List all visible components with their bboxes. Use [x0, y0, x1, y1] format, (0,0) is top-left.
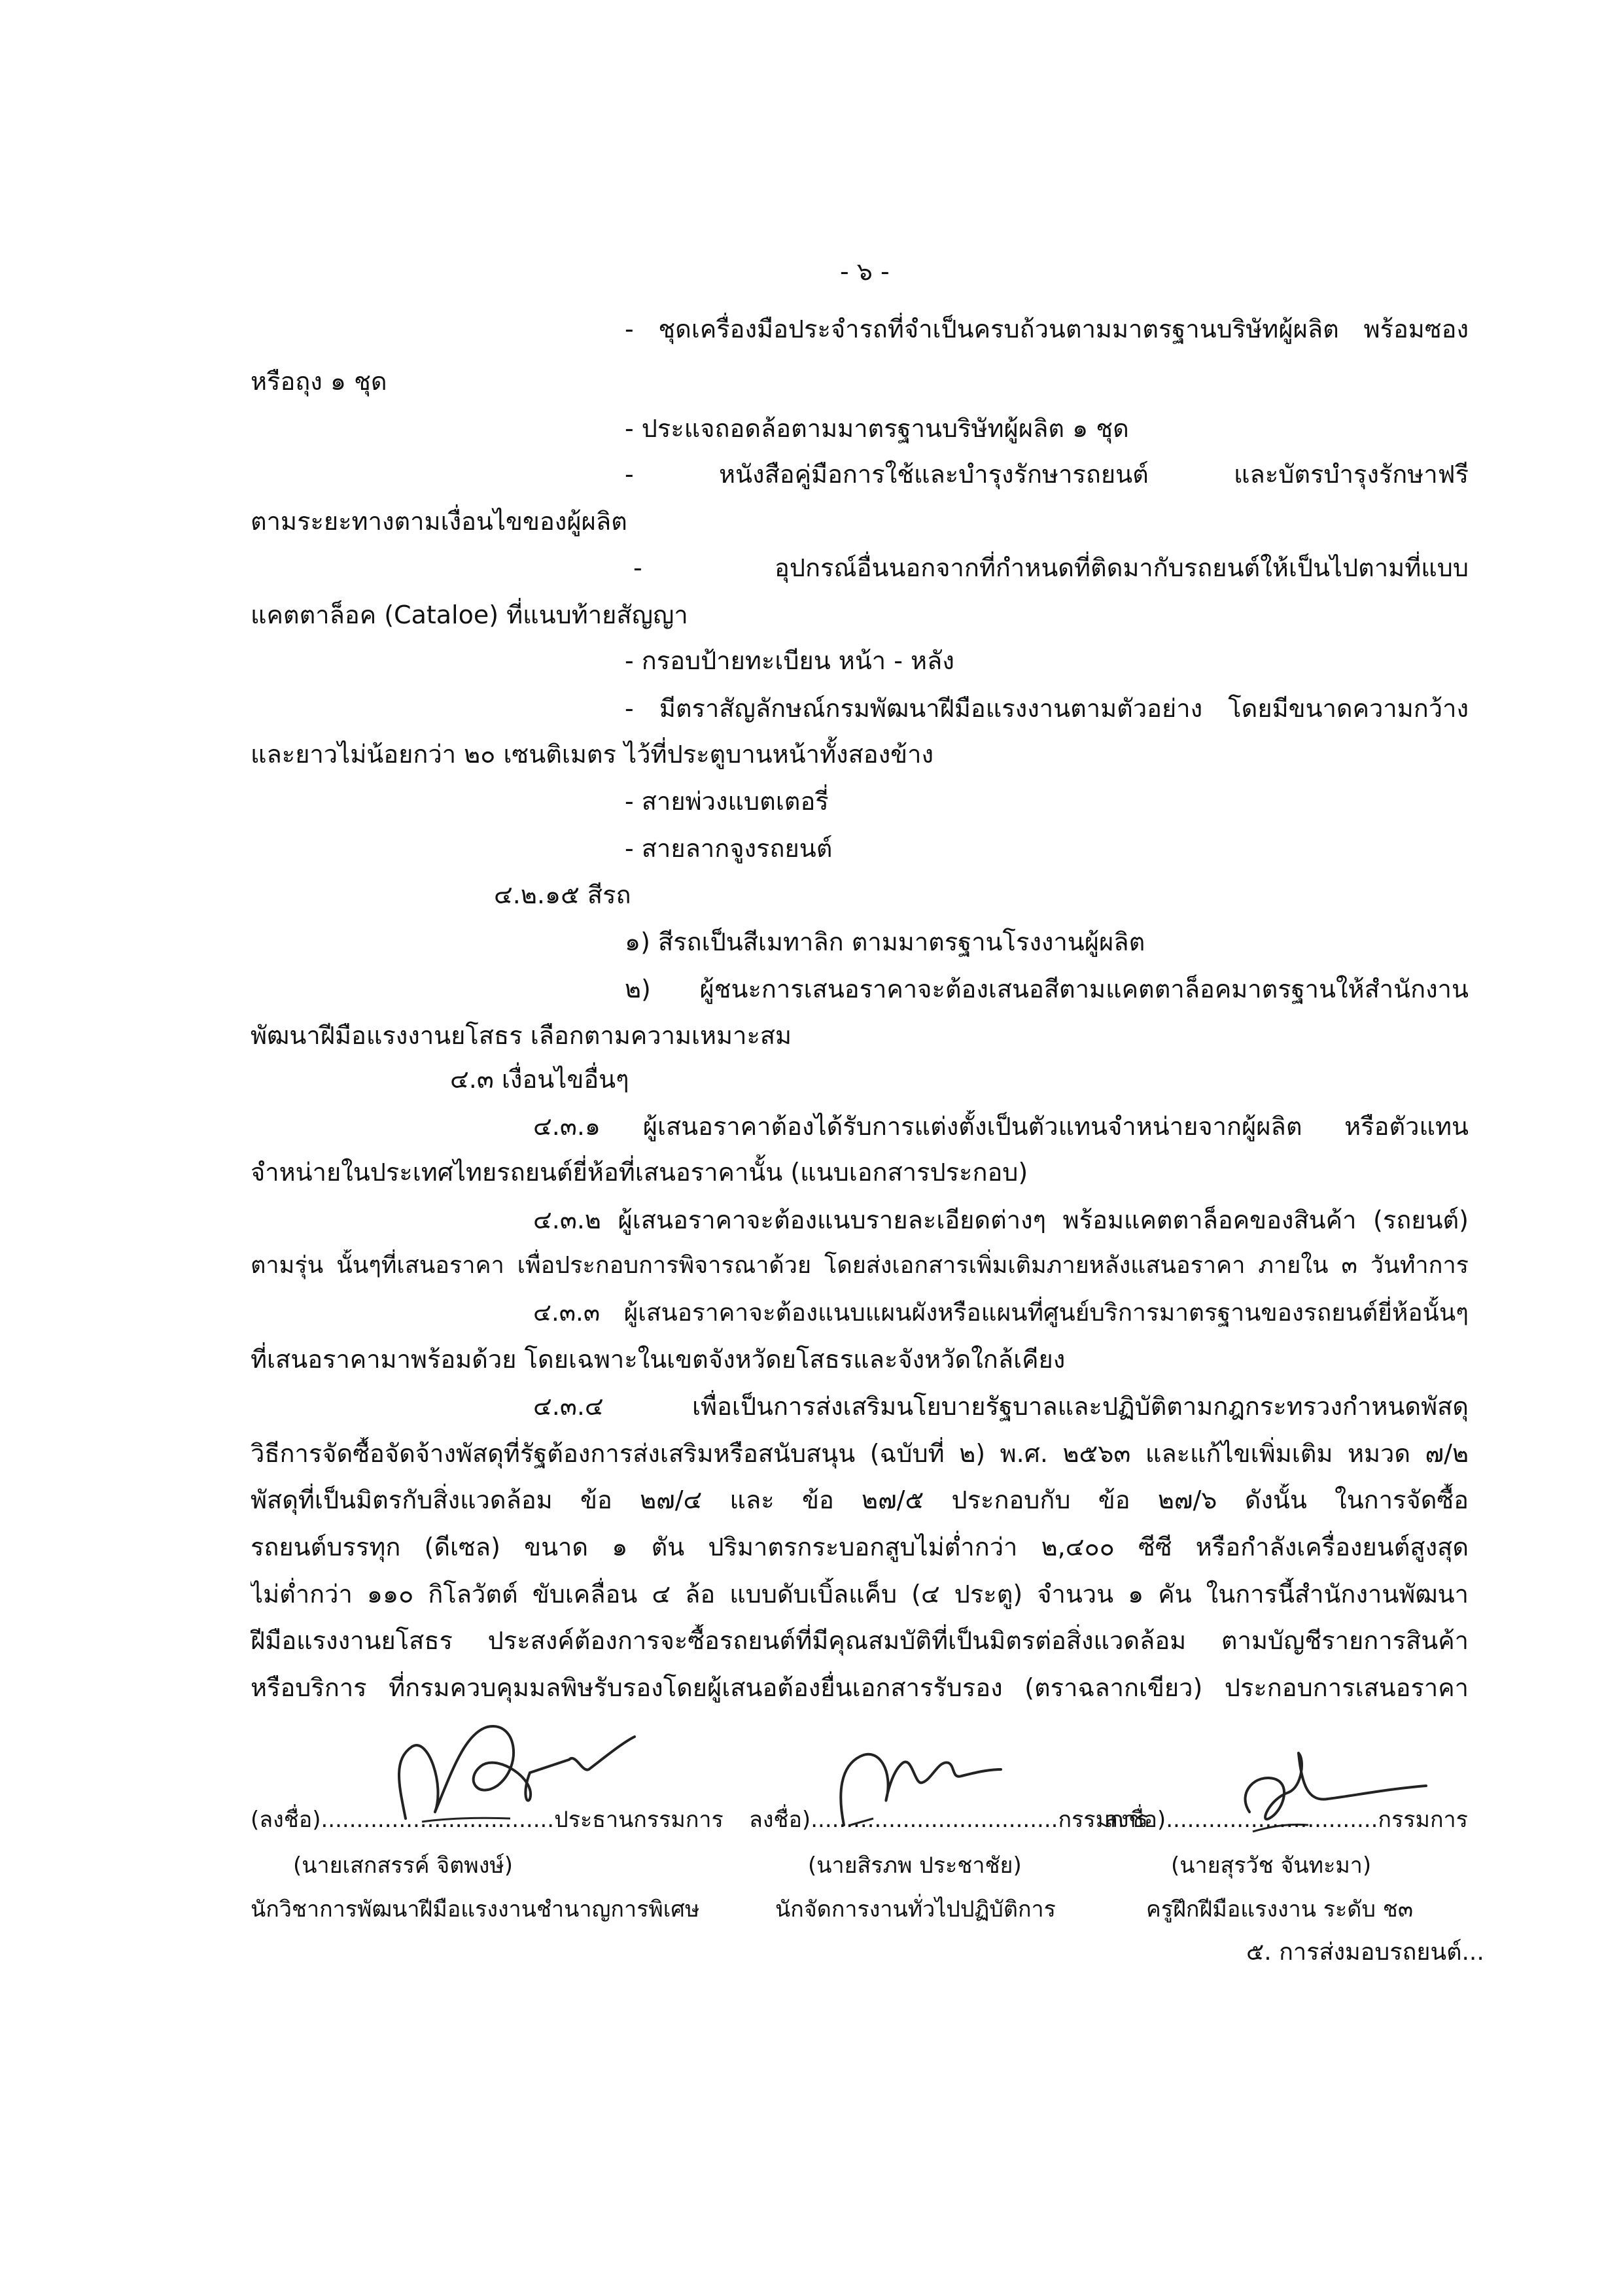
text-line: ๔.๓.๒ ผู้เสนอราคาจะต้องแนบรายละเอียดต่างๆ พร้อมแคตตาล็อคของสินค้า (รถยนต์): [533, 1206, 1469, 1234]
text-line: พัฒนาฝีมือแรงงานยโสธร เลือกตามความเหมาะสม: [251, 1021, 792, 1050]
section-heading: ๔.๓ เงื่อนไขอื่นๆ: [450, 1065, 629, 1094]
text-line: วิธีการจัดซื้อจัดจ้างพัสดุที่รัฐต้องการส่งเสริมหรือสนับสนุน (ฉบับที่ ๒) พ.ศ. ๒๕๖๓ และแก้ไขเพิ่มเติม หมวด ๗/๒: [251, 1439, 1469, 1468]
text-line: - หนังสือคู่มือการใช้และบำรุงรักษารถยนต์ และบัตรบำรุงรักษาฟรี: [625, 460, 1469, 489]
signature-position-committee-1: นักจัดการงานทั่วไปปฏิบัติการ: [775, 1896, 1056, 1922]
text-line: ตามรุ่น นั้นๆที่เสนอราคา เพื่อประกอบการพิจารณาด้วย โดยส่งเอกสารเพิ่มเติมภายหลังแสนอราคา ภายใน ๓ วันทำการ: [251, 1252, 1469, 1279]
text-line: รถยนต์บรรทุก (ดีเซล) ขนาด ๑ ตัน ปริมาตรกระบอกสูบไม่ต่ำกว่า ๒,๔๐๐ ซีซี หรือกำลังเครื่องยนต์สูงสุด: [251, 1533, 1469, 1561]
text-line: ฝีมือแรงงานยโสธร ประสงค์ต้องการจะซื้อรถยนต์ที่มีคุณสมบัติที่เป็นมิตรต่อสิ่งแวดล้อม ตามบัญชีรายการสินค้า: [251, 1626, 1469, 1655]
text-line: - กรอบป้ายทะเบียน หน้า - หลัง: [625, 646, 954, 675]
signature-position-committee-2: ครูฝึกฝีมือแรงงาน ระดับ ช๓: [1146, 1896, 1414, 1922]
text-line: - ประแจถอดล้อตามมาตรฐานบริษัทผู้ผลิต ๑ ชุด: [625, 414, 1129, 443]
text-line: ๔.๓.๓ ผู้เสนอราคาจะต้องแนบแผนผังหรือแผนที่ศูนย์บริการมาตรฐานของรถยนต์ยี่ห้อนั้นๆ: [533, 1298, 1469, 1327]
signature-name-committee-2: (นายสุรวัช จันทะมา): [1171, 1852, 1372, 1879]
text-line: - อุปกรณ์อื่นนอกจากที่กำหนดที่ติดมากับรถยนต์ให้เป็นไปตามที่แบบ: [633, 553, 1469, 582]
signature-line-chairman: (ลงชื่อ).................................ประธานกรรมการ: [251, 1807, 724, 1833]
text-line: พัสดุที่เป็นมิตรกับสิ่งแวดล้อม ข้อ ๒๗/๔ และ ข้อ ๒๗/๕ ประกอบกับ ข้อ ๒๗/๖ ดังนั้น ในการจัดซื้อ: [251, 1486, 1469, 1514]
text-line: ที่เสนอราคามาพร้อมด้วย โดยเฉพาะในเขตจังหวัดยโสธรและจังหวัดใกล้เคียง: [251, 1345, 1066, 1374]
text-line: - มีตราสัญลักษณ์กรมพัฒนาฝีมือแรงงานตามตัวอย่าง โดยมีขนาดความกว้าง: [625, 694, 1469, 723]
text-line: หรือบริการ ที่กรมควบคุมมลพิษรับรองโดยผู้เสนอต้องยื่นเอกสารรับรอง (ตราฉลากเขียว) ประกอบการเสนอราคา: [251, 1673, 1469, 1702]
text-line: ๔.๓.๑ ผู้เสนอราคาต้องได้รับการแต่งตั้งเป็นตัวแทนจำหน่ายจากผู้ผลิต หรือตัวแทน: [533, 1112, 1469, 1141]
signature-name-chairman: (นายเสกสรรค์ จิตพงษ์): [293, 1852, 513, 1879]
continuation-note: ๕. การส่งมอบรถยนต์...: [1246, 1939, 1484, 1966]
text-line: - สายลากจูงรถยนต์: [625, 834, 833, 863]
text-line: จำหน่ายในประเทศไทยรถยนต์ยี่ห้อที่เสนอราคานั้น (แนบเอกสารประกอบ): [251, 1158, 1028, 1187]
text-line: และยาวไม่น้อยกว่า ๒๐ เซนติเมตร ไว้ที่ประตูบานหน้าทั้งสองข้าง: [251, 740, 934, 769]
text-line: ตามระยะทางตามเงื่อนไขของผู้ผลิต: [251, 507, 627, 536]
page-number: - ๖ -: [840, 257, 890, 286]
text-line: ๒) ผู้ชนะการเสนอราคาจะต้องเสนอสีตามแคตตาล็อคมาตรฐานให้สำนักงาน: [625, 975, 1469, 1003]
text-line: แคตตาล็อค (Cataloe) ที่แนบท้ายสัญญา: [251, 600, 688, 629]
signature-line-committee-2: ลงชื่อ)..............................กรรมการ: [1104, 1807, 1468, 1833]
signature-position-chairman: นักวิชาการพัฒนาฝีมือแรงงานชำนาญการพิเศษ: [251, 1896, 700, 1922]
text-line: ๔.๓.๔ เพื่อเป็นการส่งเสริมนโยบายรัฐบาลและปฏิบัติตามกฎกระทรวงกำหนดพัสดุ: [533, 1392, 1469, 1421]
signature-line-committee-1: ลงชื่อ)...................................กรรมการ: [749, 1807, 1148, 1833]
text-line: - ชุดเครื่องมือประจำรถที่จำเป็นครบถ้วนตามมาตรฐานบริษัทผู้ผลิต พร้อมซอง: [625, 315, 1469, 343]
text-line: หรือถุง ๑ ชุด: [251, 367, 387, 396]
text-line: ไม่ต่ำกว่า ๑๑๐ กิโลวัตต์ ขับเคลื่อน ๔ ล้อ แบบดับเบิ้ลแค็บ (๔ ประตู) จำนวน ๑ คัน ในการนี้สำนักงานพัฒนา: [251, 1580, 1469, 1609]
signature-name-committee-1: (นายสิรภพ ประชาชัย): [808, 1852, 1022, 1879]
text-line: ๑) สีรถเป็นสีเมทาลิก ตามมาตรฐานโรงงานผู้ผลิต: [625, 928, 1145, 956]
section-heading: ๔.๒.๑๕ สีรถ: [494, 880, 631, 909]
text-line: - สายพ่วงแบตเตอรี่: [625, 787, 829, 816]
